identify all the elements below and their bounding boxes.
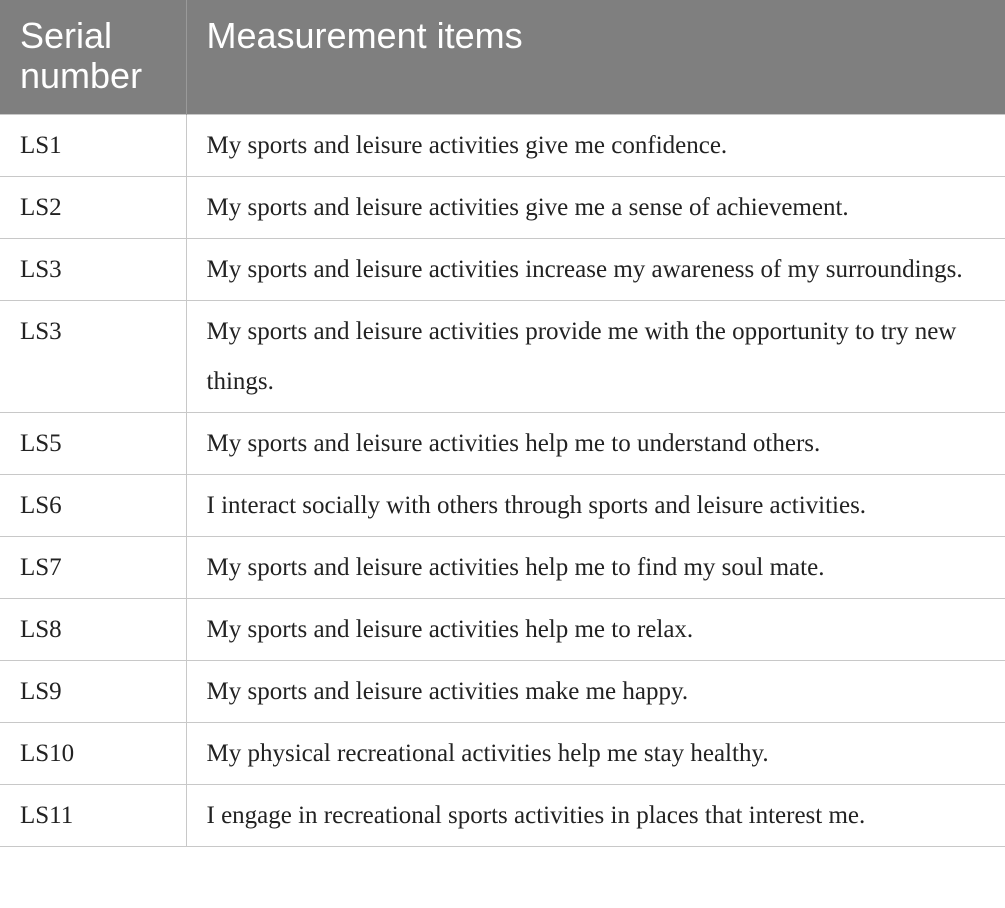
table-row — [0, 114, 1005, 176]
header-measurement-items: Measurement items — [186, 0, 1005, 114]
serial-cell: LS3 — [0, 238, 186, 300]
serial-cell: LS1 — [0, 114, 186, 176]
table-row — [0, 474, 1005, 536]
serial-cell: LS8 — [0, 598, 186, 660]
item-cell: My sports and leisure activities provide me with the opportunity to try new things. — [186, 300, 1005, 412]
serial-cell: LS6 — [0, 474, 186, 536]
table-row — [0, 660, 1005, 722]
item-cell: My sports and leisure activities increase my awareness of my surroundings. — [186, 238, 1005, 300]
table-row — [0, 176, 1005, 238]
serial-cell: LS2 — [0, 176, 186, 238]
table-row — [0, 784, 1005, 846]
item-cell: My sports and leisure activities help me to find my soul mate. — [186, 536, 1005, 598]
serial-cell: LS9 — [0, 660, 186, 722]
item-cell: My physical recreational activities help me stay healthy. — [186, 722, 1005, 784]
item-cell: My sports and leisure activities help me to understand others. — [186, 412, 1005, 474]
item-cell: My sports and leisure activities help me to relax. — [186, 598, 1005, 660]
item-cell: My sports and leisure activities give me a sense of achievement. — [186, 176, 1005, 238]
serial-cell: LS11 — [0, 784, 186, 846]
table-body — [0, 114, 1005, 846]
serial-cell: LS3 — [0, 300, 186, 412]
table-row — [0, 598, 1005, 660]
table-row — [0, 238, 1005, 300]
item-cell: I interact socially with others through sports and leisure activities. — [186, 474, 1005, 536]
item-cell: My sports and leisure activities give me confidence. — [186, 114, 1005, 176]
item-cell: My sports and leisure activities make me happy. — [186, 660, 1005, 722]
table-row — [0, 412, 1005, 474]
table-header — [0, 0, 1005, 114]
serial-cell: LS7 — [0, 536, 186, 598]
table-row — [0, 300, 1005, 412]
table-row — [0, 536, 1005, 598]
serial-cell: LS10 — [0, 722, 186, 784]
header-serial-number: Serial number — [0, 0, 186, 114]
header-row — [0, 0, 1005, 114]
serial-cell: LS5 — [0, 412, 186, 474]
item-cell: I engage in recreational sports activities in places that interest me. — [186, 784, 1005, 846]
table-row — [0, 722, 1005, 784]
